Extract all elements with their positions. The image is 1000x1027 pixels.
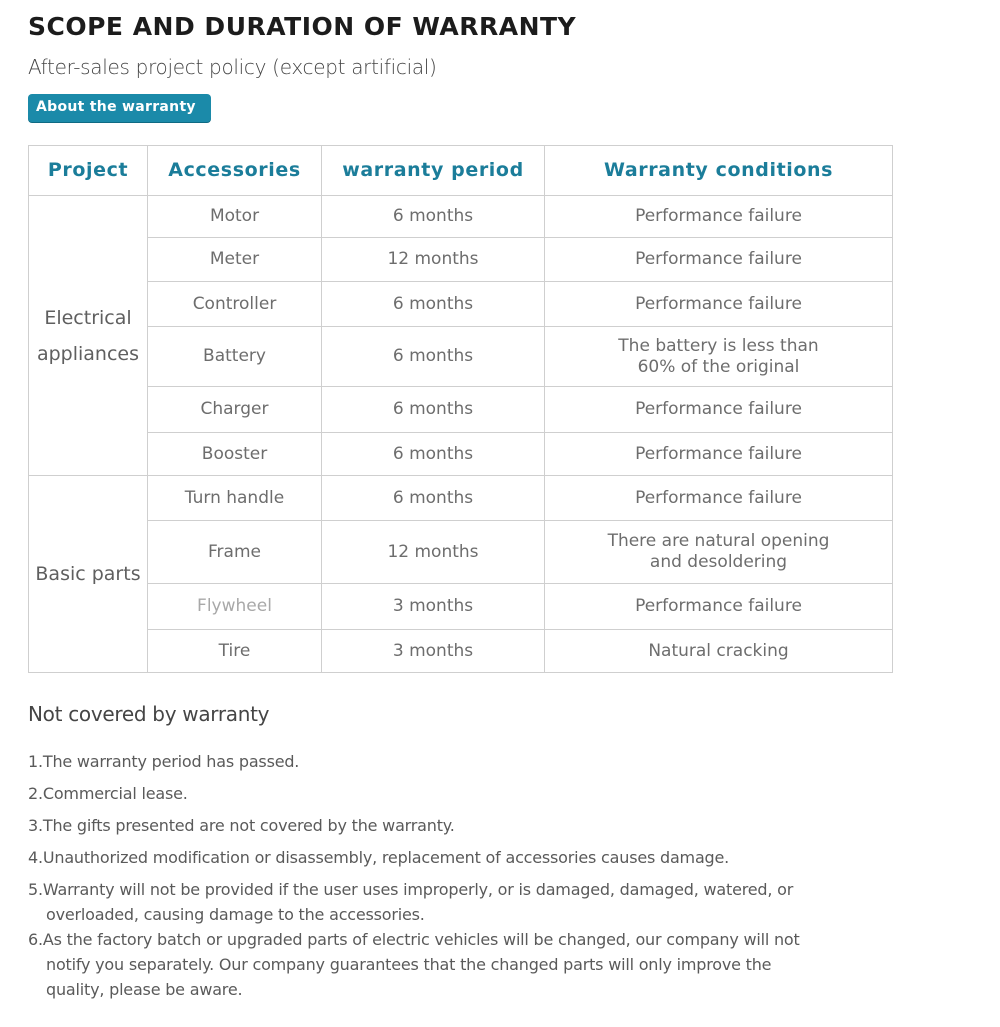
table-row [29,584,893,630]
condition-cell: The battery is less than 60% of the original [545,327,893,387]
period-cell: 3 months [322,630,545,673]
accessory-cell: Booster [148,433,322,476]
table-header-row [29,146,893,196]
table-row [29,238,893,282]
table-row [29,327,893,387]
list-item: 2.Commercial lease. [28,784,188,803]
page-title: SCOPE AND DURATION OF WARRANTY [28,12,577,41]
table-row [29,433,893,476]
table-row [29,630,893,673]
not-covered-heading: Not covered by warranty [28,702,270,726]
warranty-table [28,145,893,673]
list-item: 6.As the factory batch or upgraded parts of electric vehicles will be changed, our company will not notify you separately. Our company guarantees that the changed parts will only improve the quality, please be aware. [28,930,800,999]
table-row [29,282,893,327]
condition-cell: Performance failure [545,387,893,433]
accessory-cell: Meter [148,238,322,282]
period-cell: 6 months [322,387,545,433]
condition-cell: Performance failure [545,196,893,238]
condition-cell: Natural cracking [545,630,893,673]
column-header-warranty-conditions: Warranty conditions [545,146,893,196]
condition-cell: Performance failure [545,476,893,521]
condition-cell: Performance failure [545,238,893,282]
accessory-cell: Turn handle [148,476,322,521]
table-row [29,196,893,238]
period-cell: 6 months [322,433,545,476]
column-header-project: Project [29,146,148,196]
table-row [29,476,893,521]
accessory-cell: Flywheel [148,584,322,630]
column-header-warranty-period: warranty period [322,146,545,196]
group-electrical-appliances: Electrical appliances [29,196,148,476]
period-cell: 6 months [322,327,545,387]
accessory-cell: Tire [148,630,322,673]
period-cell: 12 months [322,238,545,282]
accessory-cell: Controller [148,282,322,327]
accessory-cell: Battery [148,327,322,387]
table-row [29,387,893,433]
column-header-accessories: Accessories [148,146,322,196]
period-cell: 6 months [322,196,545,238]
accessory-cell: Charger [148,387,322,433]
accessory-cell: Motor [148,196,322,238]
period-cell: 12 months [322,521,545,584]
table-row [29,521,893,584]
list-item: 4.Unauthorized modification or disassembly, replacement of accessories causes damage. [28,848,730,867]
period-cell: 6 months [322,282,545,327]
condition-cell: Performance failure [545,433,893,476]
period-cell: 6 months [322,476,545,521]
not-covered-list [28,749,828,1009]
list-item: 5.Warranty will not be provided if the user uses improperly, or is damaged, damaged, watered, or overloaded, causing damage to the accessories. [28,880,794,924]
page-subtitle: After-sales project policy (except artificial) [28,55,437,79]
list-item: 3.The gifts presented are not covered by the warranty. [28,816,455,835]
period-cell: 3 months [322,584,545,630]
list-item: 1.The warranty period has passed. [28,752,300,771]
accessory-cell: Frame [148,521,322,584]
condition-cell: Performance failure [545,584,893,630]
group-basic-parts: Basic parts [29,476,148,673]
condition-cell: There are natural opening and desoldering [545,521,893,584]
condition-cell: Performance failure [545,282,893,327]
about-warranty-badge: About the warranty [28,94,211,122]
